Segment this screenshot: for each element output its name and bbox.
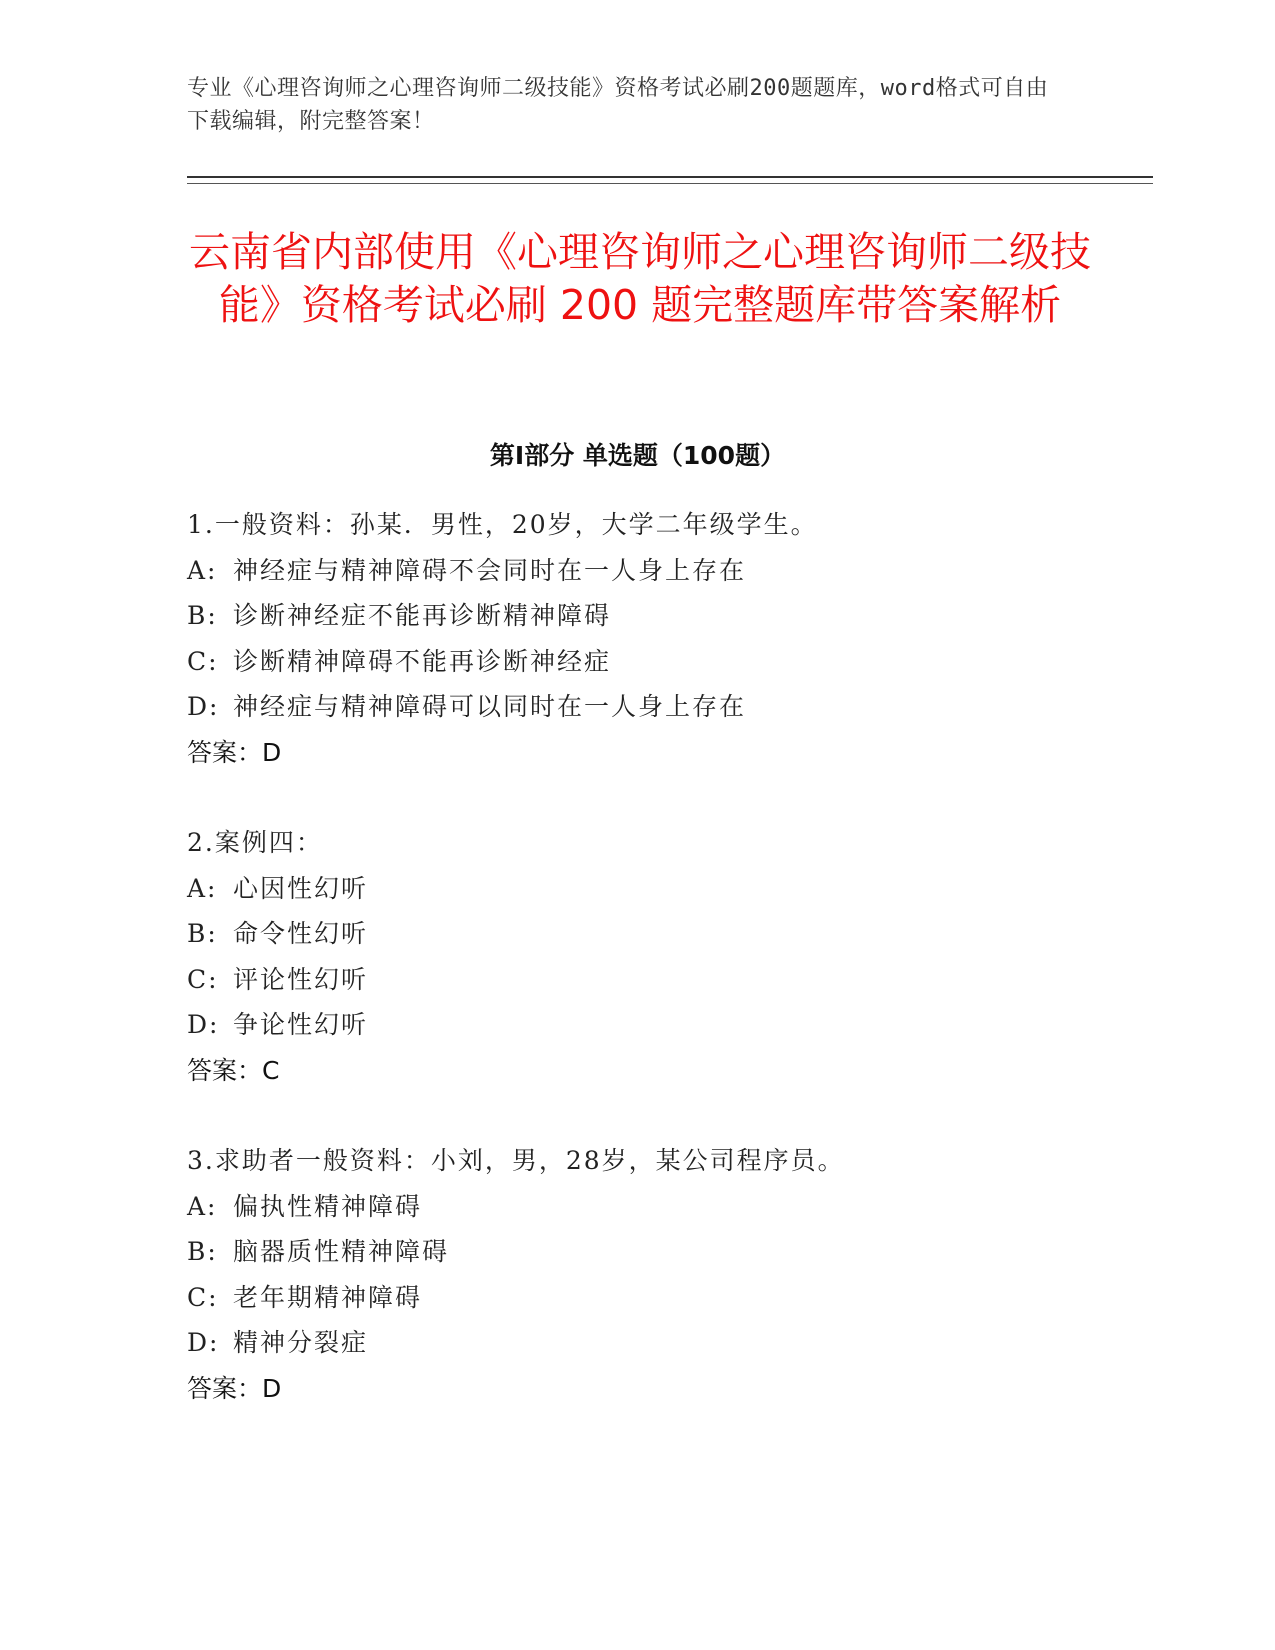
option-key: B: bbox=[187, 919, 218, 948]
option-key: C: bbox=[187, 964, 219, 994]
option-d bbox=[187, 1320, 1087, 1366]
answer: 答案：D bbox=[187, 737, 282, 767]
option-text: 偏执性精神障碍 bbox=[233, 1191, 423, 1221]
option-key: C: bbox=[187, 1282, 219, 1312]
option-key: A: bbox=[187, 1191, 218, 1221]
option-key: D: bbox=[187, 1010, 220, 1039]
option-text: 诊断精神障碍不能再诊断神经症 bbox=[233, 646, 612, 676]
option-c bbox=[187, 639, 1087, 685]
option-text: 老年期精神障碍 bbox=[233, 1282, 423, 1312]
question-3 bbox=[187, 1138, 1087, 1411]
answer: 答案：C bbox=[187, 1055, 280, 1085]
option-a bbox=[187, 1184, 1087, 1230]
option-text: 评论性幻听 bbox=[233, 964, 369, 994]
option-text: 争论性幻听 bbox=[233, 1010, 369, 1039]
option-a bbox=[187, 866, 1087, 912]
section-title: 第Ⅰ部分 单选题（100题） bbox=[489, 441, 786, 470]
document-title: 云南省内部使用《心理咨询师之心理咨询师二级技能》资格考试必刷 200 题完整题库带答案解析 bbox=[189, 228, 1091, 329]
option-text: 神经症与精神障碍不会同时在一人身上存在 bbox=[233, 555, 747, 585]
option-text: 诊断神经症不能再诊断精神障碍 bbox=[233, 601, 612, 630]
header-divider-thin bbox=[187, 183, 1153, 184]
question-2 bbox=[187, 820, 1087, 1093]
option-c bbox=[187, 957, 1087, 1003]
question-stem: 1.一般资料：孙某．男性，20岁，大学二年级学生。 bbox=[187, 510, 818, 539]
option-key: A: bbox=[187, 555, 218, 585]
option-key: B: bbox=[187, 601, 218, 630]
option-b bbox=[187, 593, 1087, 639]
option-text: 命令性幻听 bbox=[233, 919, 369, 948]
question-stem: 3.求助者一般资料：小刘，男，28岁，某公司程序员。 bbox=[187, 1146, 845, 1175]
option-d bbox=[187, 1002, 1087, 1048]
option-key: D: bbox=[187, 692, 220, 721]
option-key: D: bbox=[187, 1328, 220, 1357]
option-b bbox=[187, 911, 1087, 957]
option-text: 神经症与精神障碍可以同时在一人身上存在 bbox=[233, 692, 747, 721]
option-text: 脑器质性精神障碍 bbox=[233, 1237, 450, 1266]
question-stem: 2.案例四： bbox=[187, 828, 323, 857]
option-text: 精神分裂症 bbox=[233, 1328, 369, 1357]
option-d bbox=[187, 684, 1087, 730]
option-key: B: bbox=[187, 1237, 218, 1266]
option-b bbox=[187, 1229, 1087, 1275]
header-divider-thick bbox=[187, 176, 1153, 178]
answer: 答案：D bbox=[187, 1373, 282, 1403]
option-text: 心因性幻听 bbox=[233, 873, 369, 903]
header-note: 专业《心理咨询师之心理咨询师二级技能》资格考试必刷200题题库，word格式可自由下载编辑，附完整答案！ bbox=[187, 76, 1049, 134]
option-a bbox=[187, 548, 1087, 594]
question-1 bbox=[187, 502, 1087, 775]
option-key: A: bbox=[187, 873, 218, 903]
option-c bbox=[187, 1275, 1087, 1321]
option-key: C: bbox=[187, 646, 219, 676]
